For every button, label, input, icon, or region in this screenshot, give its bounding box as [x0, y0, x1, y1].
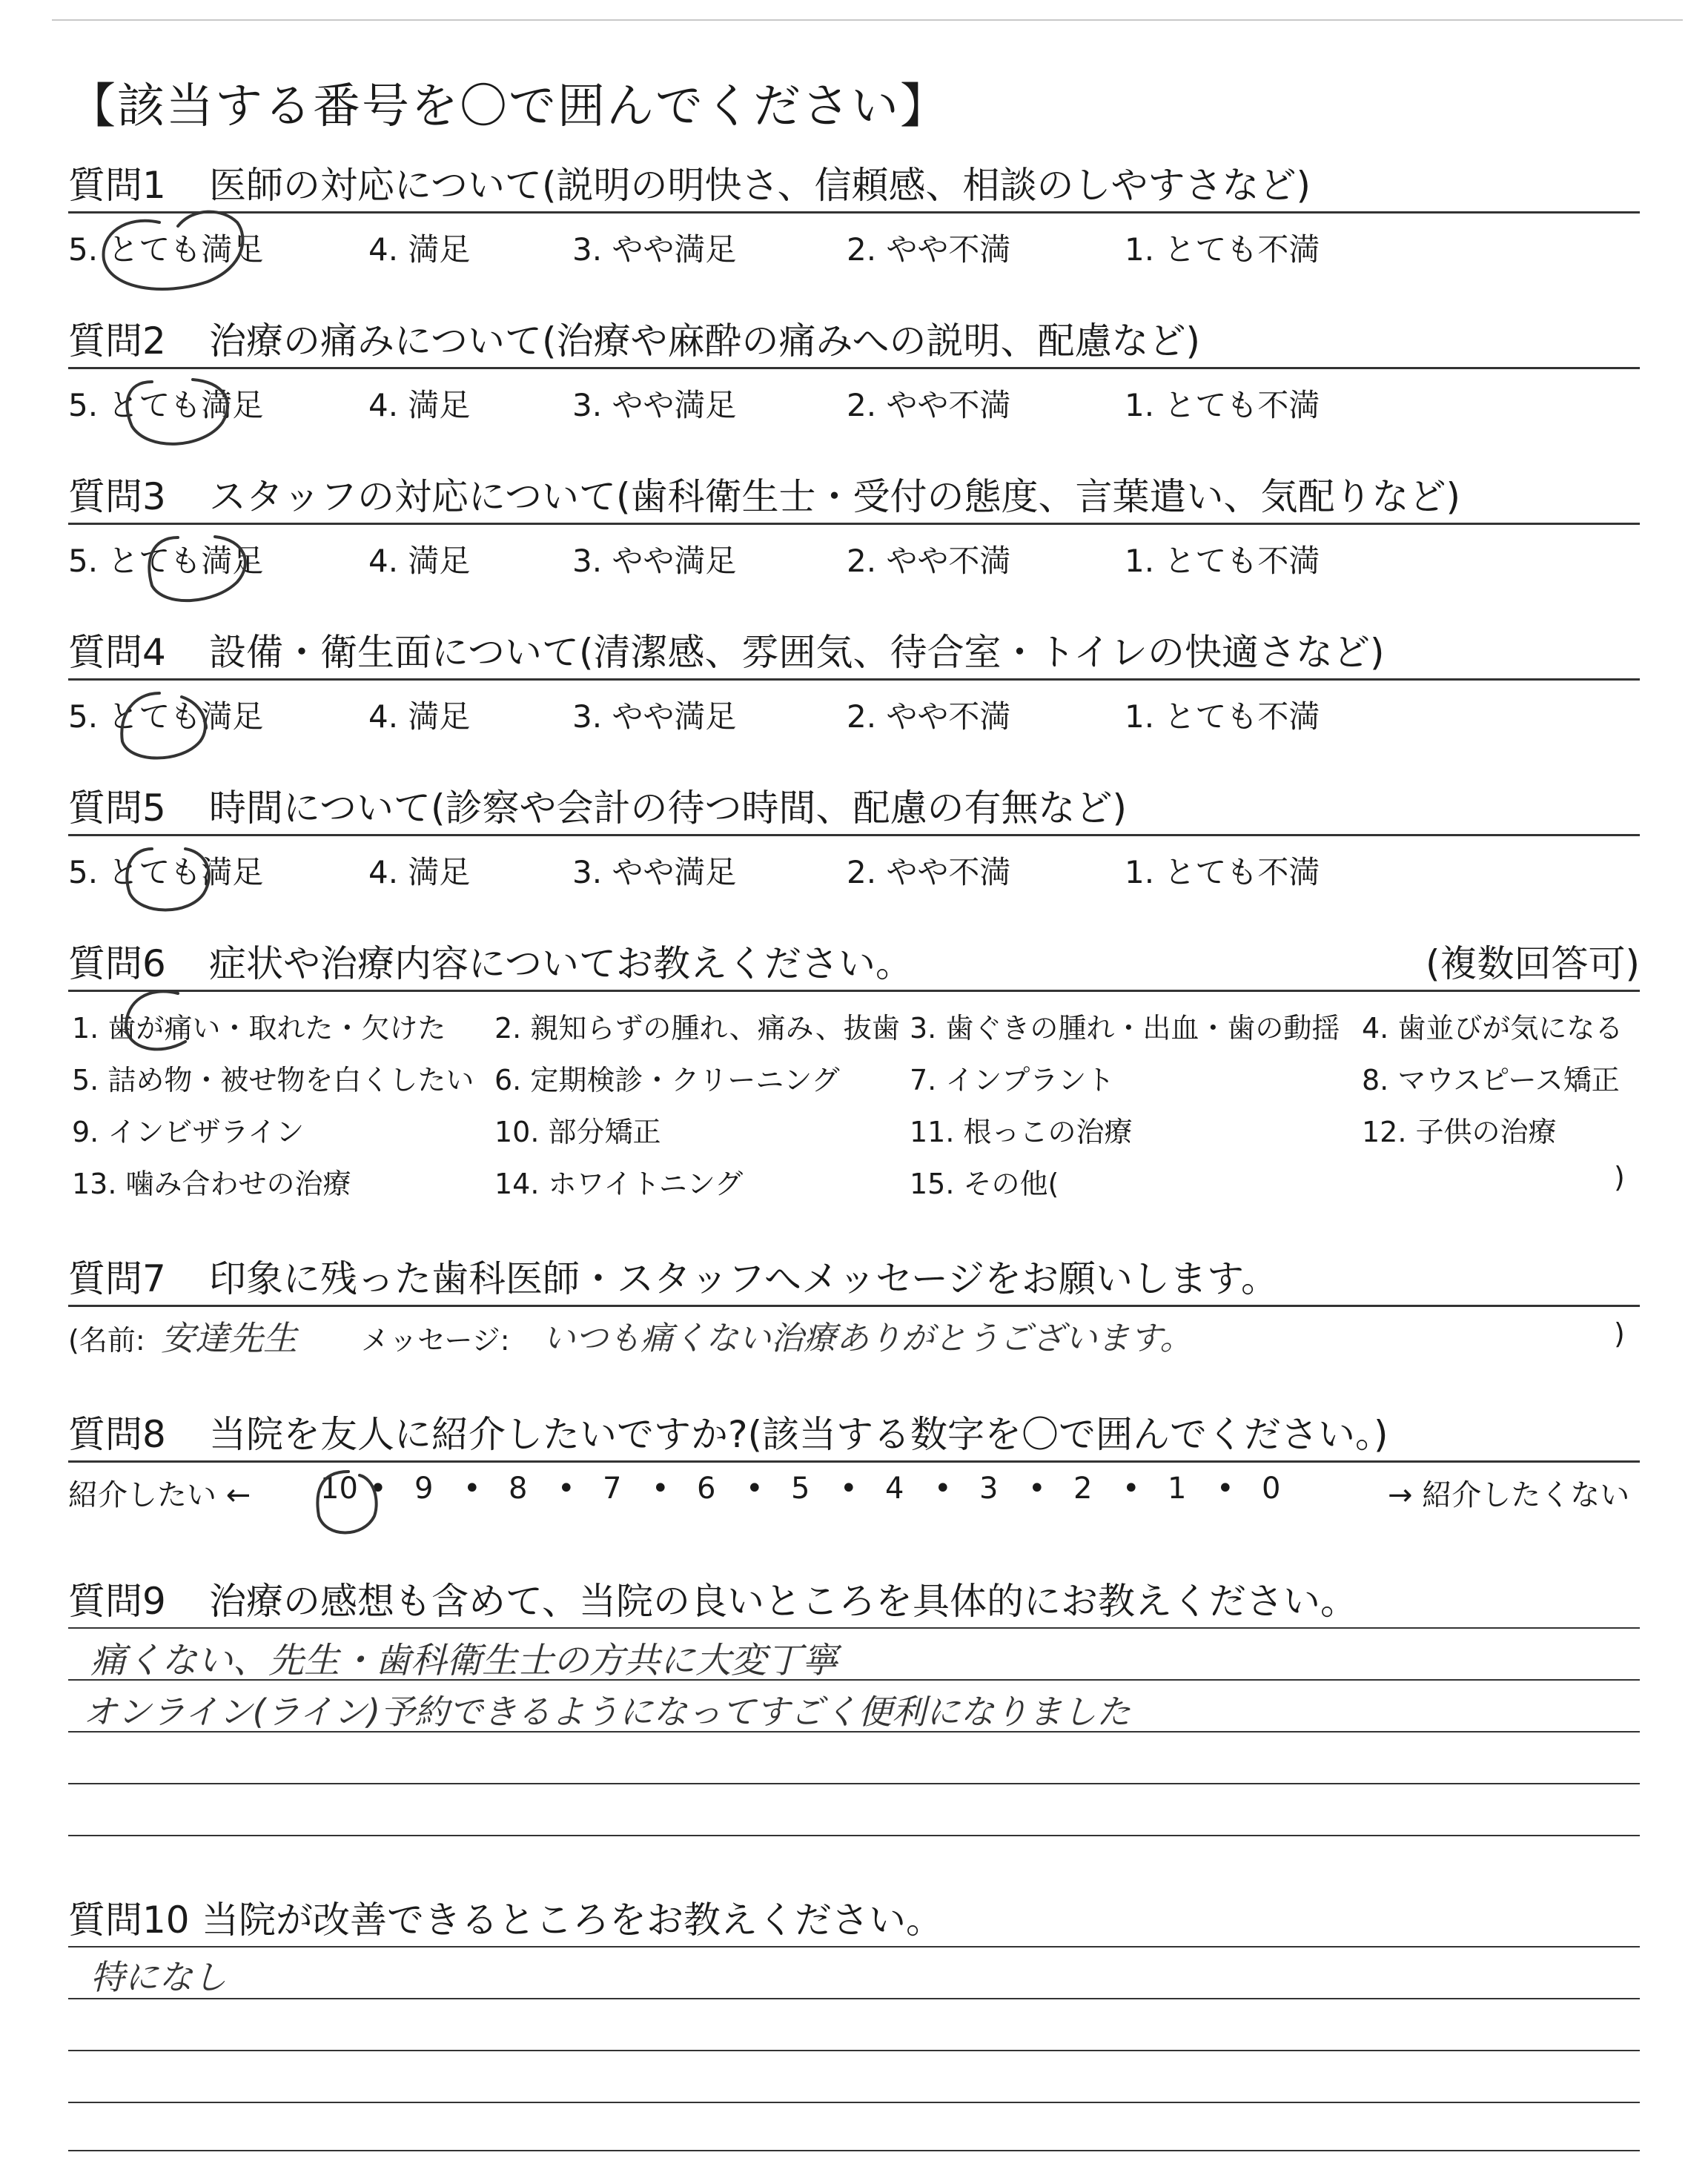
symptom-option[interactable]: 15. その他( — [910, 1168, 1059, 1200]
rating-options — [68, 681, 1640, 747]
option-very-satisfied[interactable]: 5. とても満足 — [68, 543, 264, 579]
question-number: 質問9 — [68, 1580, 166, 1623]
question-8 — [68, 1409, 1640, 1522]
option-very-dissatisfied[interactable]: 1. とても不満 — [1125, 387, 1320, 423]
question-1 — [68, 159, 1640, 280]
scale-value-5[interactable]: 5 — [791, 1472, 810, 1506]
question-text: 当院を友人に紹介したいですか?(該当する数字を〇で囲んでください。) — [209, 1413, 1388, 1456]
question-text: 治療の痛みについて(治療や麻酔の痛みへの説明、配慮など) — [209, 320, 1201, 363]
message-row — [68, 1307, 1640, 1359]
symptom-option[interactable]: 13. 噛み合わせの治療 — [72, 1168, 351, 1200]
scale-value-6[interactable]: 6 — [697, 1472, 716, 1506]
question-number: 質問3 — [68, 475, 166, 518]
rating-options — [68, 525, 1640, 592]
symptom-option[interactable]: 5. 詰め物・被せ物を白くしたい — [72, 1064, 474, 1096]
scale-separator: • — [463, 1472, 481, 1506]
top-divider — [52, 19, 1683, 21]
question-text: 当院が改善できるところをお教えください。 — [202, 1899, 943, 1942]
rating-options — [68, 214, 1640, 280]
answer-line — [68, 2050, 1640, 2051]
question-9 — [68, 1575, 1640, 1894]
question-number: 質問7 — [68, 1257, 166, 1300]
scale-value-8[interactable]: 8 — [509, 1472, 528, 1506]
option-somewhat-dissatisfied[interactable]: 2. やや不満 — [847, 854, 1011, 890]
symptom-option[interactable]: 11. 根っこの治療 — [910, 1116, 1133, 1148]
answer-text-line[interactable]: オンライン(ライン)予約できるようになってすごく便利になりました — [83, 1692, 1131, 1732]
scale-value-7[interactable]: 7 — [603, 1472, 622, 1506]
option-somewhat-satisfied[interactable]: 3. やや満足 — [572, 387, 737, 423]
symptom-option[interactable]: 8. マウスピース矯正 — [1362, 1064, 1620, 1096]
scale-value-9[interactable]: 9 — [414, 1472, 434, 1506]
question-number: 質問1 — [68, 164, 166, 207]
scale-separator: • — [934, 1472, 952, 1506]
option-somewhat-satisfied[interactable]: 3. やや満足 — [572, 698, 737, 735]
question-number: 質問10 — [68, 1899, 190, 1942]
answer-line — [68, 2102, 1640, 2103]
scale-separator: • — [369, 1472, 387, 1506]
question-number: 質問5 — [68, 787, 166, 830]
scale-separator: • — [1122, 1472, 1140, 1506]
close-paren: ) — [1614, 1317, 1625, 1350]
symptom-options — [68, 992, 1640, 1207]
question-text: 医師の対応について(説明の明快さ、信頼感、相談のしやすさなど) — [209, 164, 1311, 207]
option-satisfied[interactable]: 4. 満足 — [368, 231, 471, 268]
question-4 — [68, 626, 1640, 747]
message-value[interactable]: いつも痛くない治療ありがとうございます。 — [543, 1320, 1193, 1357]
option-very-satisfied[interactable]: 5. とても満足 — [68, 698, 264, 735]
symptom-option[interactable]: 1. 歯が痛い・取れた・欠けた — [72, 1012, 446, 1045]
scale-separator: • — [557, 1472, 575, 1506]
name-label: (名前: — [68, 1324, 145, 1357]
option-somewhat-dissatisfied[interactable]: 2. やや不満 — [847, 387, 1011, 423]
option-very-dissatisfied[interactable]: 1. とても不満 — [1125, 698, 1320, 735]
option-somewhat-dissatisfied[interactable]: 2. やや不満 — [847, 698, 1011, 735]
question-text: 症状や治療内容についてお教えください。 — [209, 942, 913, 985]
question-text: 設備・衛生面について(清潔感、雰囲気、待合室・トイレの快適さなど) — [209, 631, 1385, 674]
option-very-dissatisfied[interactable]: 1. とても不満 — [1125, 543, 1320, 579]
answer-line — [68, 1783, 1640, 1784]
scale-separator: • — [652, 1472, 669, 1506]
option-somewhat-satisfied[interactable]: 3. やや満足 — [572, 854, 737, 890]
symptom-option[interactable]: 10. 部分矯正 — [494, 1116, 661, 1148]
question-10 — [68, 1894, 1640, 2161]
scale-right-label: → 紹介したくない — [1388, 1478, 1630, 1512]
rating-options — [68, 836, 1640, 903]
question-text: 治療の感想も含めて、当院の良いところを具体的にお教えください。 — [209, 1580, 1357, 1623]
answer-line — [68, 1835, 1640, 1836]
question-text: スタッフの対応について(歯科衛生士・受付の態度、言葉遣い、気配りなど) — [209, 475, 1461, 518]
option-very-satisfied[interactable]: 5. とても満足 — [68, 854, 264, 890]
symptom-option[interactable]: 4. 歯並びが気になる — [1362, 1012, 1623, 1045]
page-header: 【該当する番号を〇で囲んでください】 — [68, 79, 949, 134]
answer-text-line[interactable]: 痛くない、先生・歯科衛生士の方共に大変丁寧 — [90, 1640, 838, 1681]
symptom-option[interactable]: 14. ホワイトニング — [494, 1168, 744, 1200]
option-somewhat-dissatisfied[interactable]: 2. やや不満 — [847, 231, 1011, 268]
option-somewhat-satisfied[interactable]: 3. やや満足 — [572, 231, 737, 268]
symptom-option[interactable]: 12. 子供の治療 — [1362, 1116, 1557, 1148]
scale-value-2[interactable]: 2 — [1073, 1472, 1093, 1506]
recommend-scale — [68, 1463, 1640, 1522]
symptom-option[interactable]: 2. 親知らずの腫れ、痛み、抜歯 — [494, 1012, 900, 1045]
other-close-paren: ) — [1614, 1161, 1625, 1194]
option-very-dissatisfied[interactable]: 1. とても不満 — [1125, 854, 1320, 890]
option-somewhat-satisfied[interactable]: 3. やや満足 — [572, 543, 737, 579]
scale-separator: • — [1217, 1472, 1234, 1506]
symptom-option[interactable]: 6. 定期検診・クリーニング — [494, 1064, 840, 1096]
multiple-answers-note: (複数回答可) — [1425, 942, 1640, 985]
scale-separator: • — [746, 1472, 764, 1506]
option-satisfied[interactable]: 4. 満足 — [368, 854, 471, 890]
question-number: 質問8 — [68, 1413, 166, 1456]
option-satisfied[interactable]: 4. 満足 — [368, 698, 471, 735]
symptom-option[interactable]: 7. インプラント — [910, 1064, 1115, 1096]
scale-value-4[interactable]: 4 — [885, 1472, 904, 1506]
question-text: 時間について(診察や会計の待つ時間、配慮の有無など) — [209, 787, 1128, 830]
question-5 — [68, 782, 1640, 903]
symptom-option[interactable]: 9. インビザライン — [72, 1116, 305, 1148]
question-number: 質問2 — [68, 320, 166, 363]
symptom-option[interactable]: 3. 歯ぐきの腫れ・出血・歯の動揺 — [910, 1012, 1340, 1045]
rating-options — [68, 369, 1640, 436]
answer-line — [68, 1627, 1640, 1629]
question-number: 質問4 — [68, 631, 166, 674]
option-very-satisfied[interactable]: 5. とても満足 — [68, 387, 264, 423]
answer-line — [68, 1998, 1640, 1999]
question-7 — [68, 1253, 1640, 1359]
answer-area — [68, 1627, 1640, 1894]
answer-text-line[interactable]: 特になし — [90, 1957, 227, 1997]
scale-value-3[interactable]: 3 — [979, 1472, 999, 1506]
question-2 — [68, 315, 1640, 436]
answer-line — [68, 1946, 1640, 1947]
answer-line — [68, 2150, 1640, 2151]
scale-value-10[interactable]: 10 — [320, 1472, 358, 1506]
option-somewhat-dissatisfied[interactable]: 2. やや不満 — [847, 543, 1011, 579]
option-very-satisfied[interactable]: 5. とても満足 — [68, 231, 264, 268]
message-label: メッセージ: — [361, 1324, 510, 1357]
question-text: 印象に残った歯科医師・スタッフへメッセージをお願いします。 — [209, 1257, 1278, 1300]
question-number: 質問6 — [68, 942, 166, 985]
scale-left-label: 紹介したい ← — [68, 1478, 251, 1512]
question-3 — [68, 471, 1640, 592]
option-satisfied[interactable]: 4. 満足 — [368, 543, 471, 579]
question-6 — [68, 938, 1640, 1207]
scale-separator: • — [1028, 1472, 1046, 1506]
name-value[interactable]: 安達先生 — [161, 1318, 297, 1358]
scale-value-0[interactable]: 0 — [1262, 1472, 1281, 1506]
answer-area — [68, 1946, 1640, 2161]
scale-separator: • — [840, 1472, 858, 1506]
option-satisfied[interactable]: 4. 満足 — [368, 387, 471, 423]
option-very-dissatisfied[interactable]: 1. とても不満 — [1125, 231, 1320, 268]
scale-value-1[interactable]: 1 — [1168, 1472, 1187, 1506]
